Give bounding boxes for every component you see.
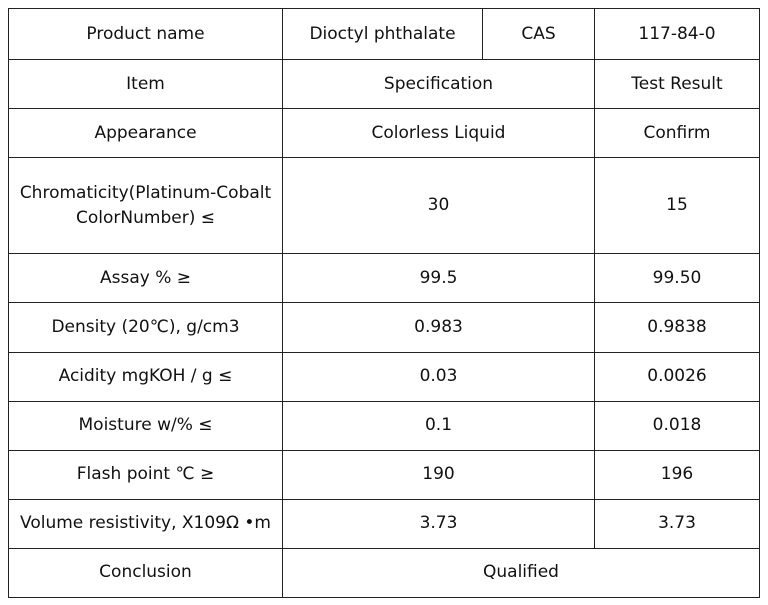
specification-table bbox=[8, 8, 760, 598]
specification-header: Specification bbox=[283, 60, 595, 109]
cas-label: CAS bbox=[483, 9, 595, 60]
row-result: 99.50 bbox=[595, 254, 760, 303]
row-item: Moisture w/% ≤ bbox=[9, 401, 283, 450]
row-item: Acidity mgKOH / g ≤ bbox=[9, 352, 283, 401]
item-header: Item bbox=[9, 60, 283, 109]
cas-value: 117-84-0 bbox=[595, 9, 760, 60]
conclusion-label: Conclusion bbox=[9, 548, 283, 597]
product-name-value: Dioctyl phthalate bbox=[283, 9, 483, 60]
row-specification: 0.03 bbox=[283, 352, 595, 401]
row-item: Appearance bbox=[9, 109, 283, 158]
conclusion-row bbox=[9, 548, 760, 597]
table-row bbox=[9, 499, 760, 548]
table-row bbox=[9, 450, 760, 499]
table-row bbox=[9, 352, 760, 401]
table-row bbox=[9, 401, 760, 450]
row-specification: 0.1 bbox=[283, 401, 595, 450]
table-row bbox=[9, 158, 760, 254]
row-result: 0.0026 bbox=[595, 352, 760, 401]
row-specification: 30 bbox=[283, 158, 595, 254]
row-specification: 99.5 bbox=[283, 254, 595, 303]
conclusion-value: Qualified bbox=[283, 548, 760, 597]
row-item bbox=[9, 158, 283, 254]
test-result-header: Test Result bbox=[595, 60, 760, 109]
column-header-row bbox=[9, 60, 760, 109]
row-specification: 0.983 bbox=[283, 303, 595, 352]
row-specification: Colorless Liquid bbox=[283, 109, 595, 158]
row-result: 15 bbox=[595, 158, 760, 254]
row-result: 0.018 bbox=[595, 401, 760, 450]
product-name-label: Product name bbox=[9, 9, 283, 60]
row-result: 196 bbox=[595, 450, 760, 499]
row-item: Assay % ≥ bbox=[9, 254, 283, 303]
table-row bbox=[9, 303, 760, 352]
row-result: 3.73 bbox=[595, 499, 760, 548]
row-item-line: Chromaticity(Platinum-Cobalt bbox=[19, 182, 272, 203]
row-item-line: ColorNumber) ≤ bbox=[76, 207, 215, 228]
row-specification: 190 bbox=[283, 450, 595, 499]
row-item: Volume resistivity, X109Ω •m bbox=[9, 499, 283, 548]
row-specification: 3.73 bbox=[283, 499, 595, 548]
table-row bbox=[9, 254, 760, 303]
table-row bbox=[9, 109, 760, 158]
row-item: Density (20℃), g/cm3 bbox=[9, 303, 283, 352]
product-row bbox=[9, 9, 760, 60]
row-result: Confirm bbox=[595, 109, 760, 158]
row-result: 0.9838 bbox=[595, 303, 760, 352]
row-item: Flash point ℃ ≥ bbox=[9, 450, 283, 499]
